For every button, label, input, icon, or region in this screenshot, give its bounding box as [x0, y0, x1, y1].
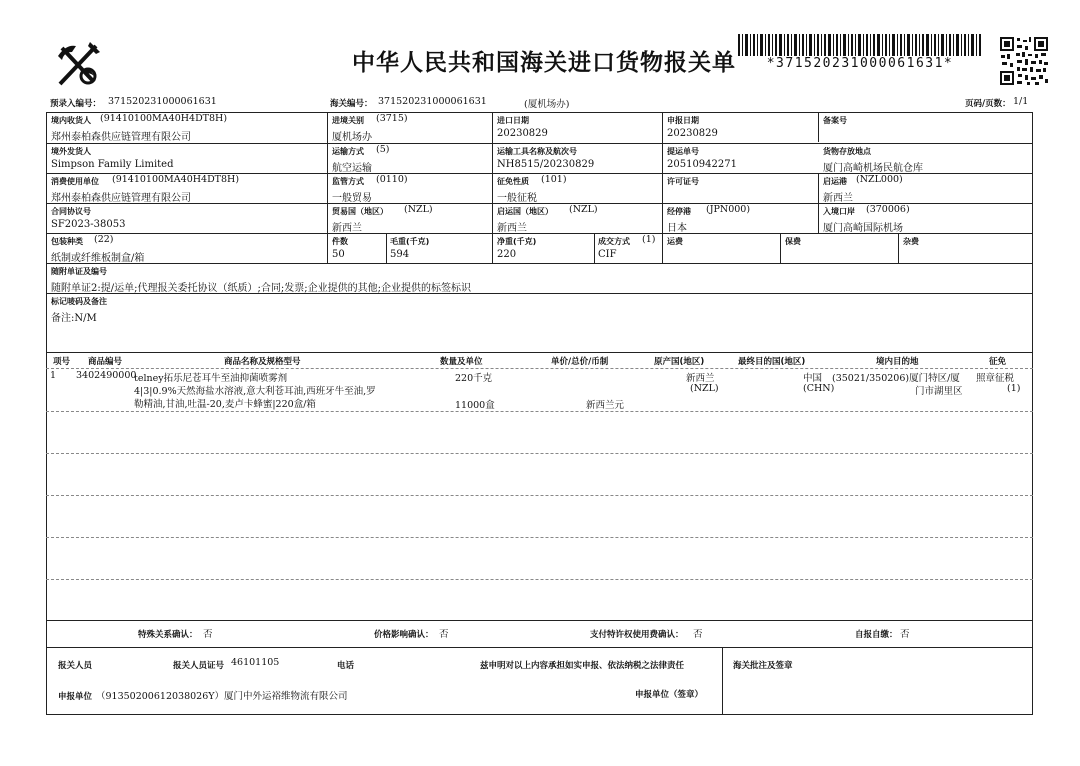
goods-header-dest: 最终目的国(地区) [738, 357, 806, 367]
item-domestic: (35021/350206)厦门特区/厦 [832, 373, 960, 384]
self-pay-value: 否 [900, 629, 910, 640]
phone-label: 电话 [337, 661, 355, 671]
remarks-label: 标记唛码及备注 [51, 297, 107, 306]
item-qty-boxes: 11000盒 [455, 400, 495, 411]
package-code: (22) [94, 234, 114, 245]
preentry-label: 预录入编号： [50, 99, 102, 109]
package-label: 包装种类 [51, 237, 83, 246]
item-domestic-2: 门市湖里区 [915, 386, 963, 397]
self-pay-label: 自报自缴： [855, 630, 898, 640]
package-name: 纸制或纤维板制盒/箱 [51, 253, 145, 264]
declarer-cert-label: 报关人员证号 [173, 661, 225, 671]
origin-country-name: 新西兰 [497, 223, 527, 234]
consignee-label: 境内收货人 [51, 116, 91, 125]
item-name-line2: 4|3|0.9%天然海盐水溶液,意大利苍耳油,西班牙牛至油,罗 [134, 386, 376, 397]
consumer-label: 消费使用单位 [51, 177, 99, 186]
bill-label: 提运单号 [667, 147, 699, 156]
vessel-label: 运输工具名称及航次号 [497, 147, 577, 156]
goods-header-domestic: 境内目的地 [876, 357, 919, 367]
item-no: 1 [50, 370, 57, 381]
departure-label: 启运港 [823, 177, 847, 186]
price-effect-label: 价格影响确认： [374, 630, 434, 640]
barcode [738, 34, 982, 56]
special-relation-label: 特殊关系确认： [138, 630, 198, 640]
price-effect-value: 否 [439, 629, 449, 640]
deal-name: CIF [598, 249, 617, 260]
qr-code [1000, 37, 1048, 85]
customs-office: (厦机场办) [524, 99, 570, 110]
port-name: 厦机场办 [332, 132, 372, 143]
transit-code: (JPN000) [706, 204, 751, 215]
gross-weight-value: 594 [390, 249, 410, 260]
page-label: 页码/页数： [965, 99, 1011, 109]
customs-note-label: 海关批注及签章 [733, 661, 793, 671]
item-name-line3: 勒精油,甘油,吐温-20,麦卢卡蜂蜜|220盒/箱 [134, 399, 316, 410]
customs-number-label: 海关编号： [330, 99, 373, 109]
declare-date-label: 申报日期 [667, 116, 699, 125]
freight-label: 运费 [667, 237, 683, 246]
customs-number: 371520231000061631 [378, 96, 487, 107]
levy-name: 一般征税 [497, 193, 537, 204]
departure-name: 新西兰 [823, 193, 853, 204]
bill-value: 20510942271 [667, 159, 737, 170]
consignee-code: (91410100MA40H4DT8H) [100, 113, 228, 124]
royalty-value: 否 [693, 629, 703, 640]
preentry-number: 371520231000061631 [108, 96, 217, 107]
item-levy-name: 照章征税 [976, 373, 1015, 384]
entry-label: 入境口岸 [823, 207, 855, 216]
license-label: 许可证号 [667, 177, 699, 186]
declaring-unit-label: 申报单位 [58, 692, 93, 702]
storage-value: 厦门高崎机场民航仓库 [823, 163, 923, 174]
import-date: 20230829 [497, 128, 548, 139]
misc-fee-label: 杂费 [903, 237, 919, 246]
docs-value: 随附单证2:提/运单;代理报关委托协议（纸质）;合同;发票;企业提供的其他;企业提供的标签标识 [51, 283, 471, 294]
supervision-name: 一般贸易 [332, 193, 372, 204]
item-code: 3402490000 [76, 370, 137, 381]
net-weight-label: 净重(千克) [497, 237, 537, 246]
supervision-label: 监管方式 [332, 177, 364, 186]
item-levy-code: (1) [1007, 383, 1021, 394]
storage-label: 货物存放地点 [823, 147, 871, 156]
special-relation-value: 否 [203, 629, 213, 640]
item-dest-code: (CHN) [803, 383, 835, 394]
deal-code: (1) [642, 234, 656, 245]
declaring-unit-stamp-label: 申报单位（签章） [635, 690, 704, 700]
trade-country-name: 新西兰 [332, 223, 362, 234]
customs-logo [50, 36, 106, 92]
gross-weight-label: 毛重(千克) [390, 237, 430, 246]
goods-header-name: 商品名称及规格型号 [224, 357, 301, 367]
goods-header-levy: 征免 [989, 357, 1007, 367]
item-qty-kg: 220千克 [455, 373, 493, 384]
trade-country-label: 贸易国（地区） [332, 207, 388, 216]
port-label: 进境关别 [332, 116, 364, 125]
transport-name: 航空运输 [332, 163, 372, 174]
origin-country-label: 启运国（地区） [497, 207, 553, 216]
goods-header-no: 项号 [53, 357, 71, 367]
item-currency: 新西兰元 [586, 400, 625, 411]
declaration-statement: 兹申明对以上内容承担如实申报、依法纳税之法律责任 [480, 661, 685, 671]
goods-header-qty: 数量及单位 [440, 357, 483, 367]
levy-code: (101) [541, 174, 567, 185]
port-code: (3715) [376, 113, 408, 124]
pieces-label: 件数 [332, 237, 348, 246]
trade-country-code: (NZL) [404, 204, 433, 215]
declarer-cert-value: 46101105 [231, 657, 280, 668]
record-label: 备案号 [823, 116, 847, 125]
royalty-label: 支付特许权使用费确认： [590, 630, 684, 640]
remarks-value: 备注:N/M [51, 313, 97, 324]
declarer-label: 报关人员 [58, 661, 93, 671]
entry-code: (370006) [866, 204, 910, 215]
contract-value: SF2023-38053 [51, 219, 126, 230]
net-weight-value: 220 [497, 249, 517, 260]
goods-header-origin: 原产国(地区) [654, 357, 705, 367]
supervision-code: (0110) [376, 174, 408, 185]
levy-label: 征免性质 [497, 177, 529, 186]
transit-label: 经停港 [667, 207, 691, 216]
item-name-line1: telney拓乐尼苍耳牛至油抑菌喷雾剂 [134, 373, 288, 384]
declaring-unit-value: （91350200612038026Y）厦门中外运裕维物流有限公司 [96, 691, 348, 702]
form-title: 中华人民共和国海关进口货物报关单 [352, 50, 736, 76]
import-date-label: 进口日期 [497, 116, 529, 125]
shipper-label: 境外发货人 [51, 147, 91, 156]
consignee-name: 郑州泰柏森供应链管理有限公司 [51, 132, 191, 143]
goods-header-code: 商品编号 [88, 357, 123, 367]
origin-country-code: (NZL) [569, 204, 598, 215]
entry-name: 厦门高崎国际机场 [823, 223, 903, 234]
item-origin-code: (NZL) [690, 383, 719, 394]
contract-label: 合同协议号 [51, 207, 91, 216]
consumer-name: 郑州泰柏森供应链管理有限公司 [51, 193, 191, 204]
goods-header-price: 单价/总价/币制 [551, 357, 609, 367]
item-dest-name: 中国 [803, 373, 823, 384]
item-origin-name: 新西兰 [686, 373, 715, 384]
transport-label: 运输方式 [332, 147, 364, 156]
barcode-text: *371520231000061631* [766, 56, 954, 71]
page-value: 1/1 [1013, 96, 1029, 107]
vessel-value: NH8515/20230829 [497, 159, 595, 170]
consumer-code: (91410100MA40H4DT8H) [112, 174, 240, 185]
declare-date: 20230829 [667, 128, 718, 139]
transport-code: (5) [376, 144, 390, 155]
transit-name: 日本 [667, 223, 687, 234]
docs-label: 随附单证及编号 [51, 267, 107, 276]
departure-code: (NZL000) [856, 174, 903, 185]
pieces-value: 50 [332, 249, 345, 260]
insurance-label: 保费 [785, 237, 801, 246]
deal-label: 成交方式 [598, 237, 630, 246]
shipper-name: Simpson Family Limited [51, 159, 174, 170]
